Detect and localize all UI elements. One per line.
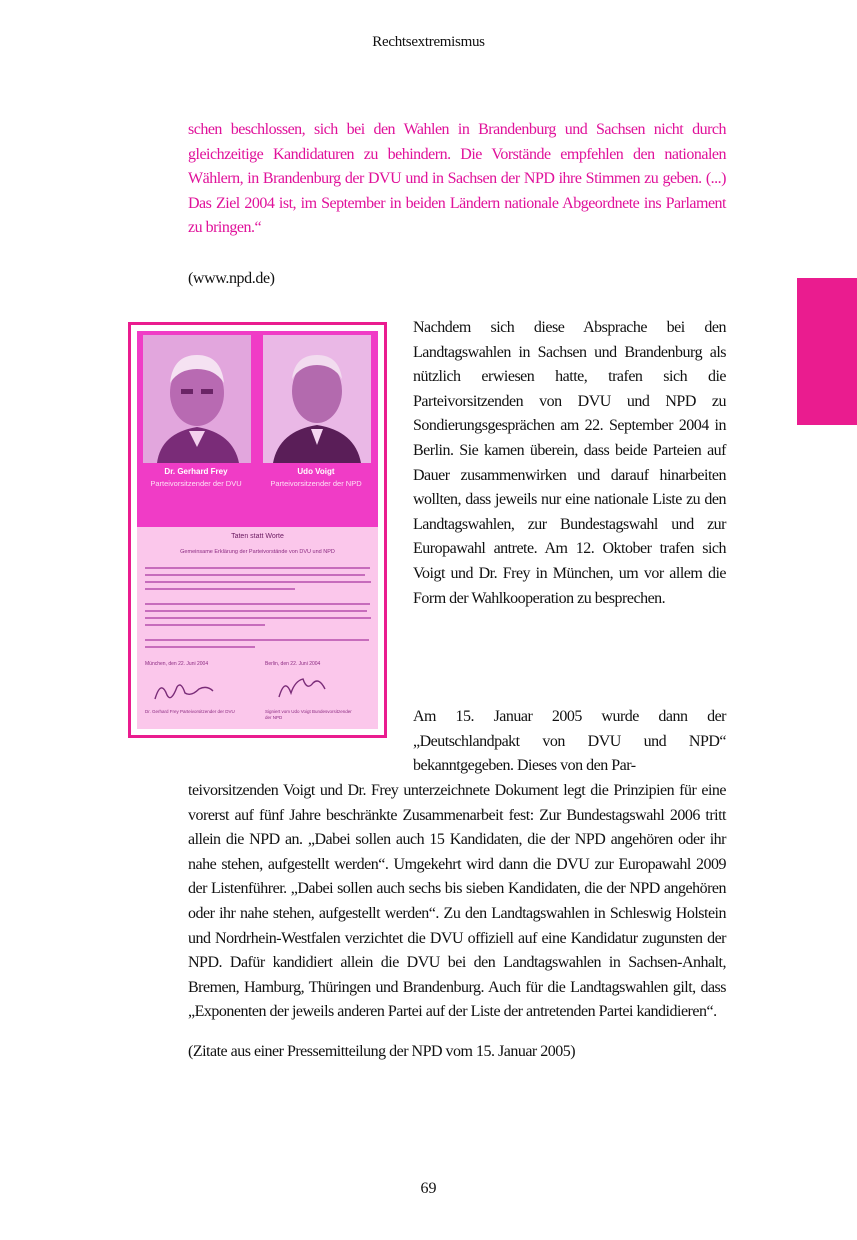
figure-doc-subtitle: Gemeinsame Erklärung der Parteivorstände von DVU und NPD [180,549,335,555]
signature-voigt [273,671,353,701]
signature-date-right: Berlin, den 22. Juni 2004 [265,661,321,667]
figure-text-line [145,574,365,576]
press-release-figure [128,322,387,738]
quote-source: (www.npd.de) [188,270,275,287]
body-paragraph-2-start: Am 15. Januar 2005 wurde dann der „Deutschlandpakt von DVU und NPD“ bekanntgegeben. Dieses von den Par- [413,708,726,775]
portrait-frey [143,335,251,463]
figure-text-line [145,624,265,626]
person-name-voigt: Udo Voigt [297,467,335,476]
signature-date-left: München, den 22. Juni 2004 [145,661,209,667]
figure-text-line [145,646,255,648]
figure-text-line [145,567,370,569]
portrait-voigt [263,335,371,463]
person-name-frey: Dr. Gerhard Frey [164,467,228,476]
quote-text: schen beschlossen, sich bei den Wahlen in Brandenburg und Sachsen nicht durch gleichzeitige Kandidaturen zu behindern. Die Vorstände empfehlen den nationalen Wählern, in Brandenburg der DVU und in Sachsen der NPD ihre Stimmen zu geben. (...) Das Ziel 2004 ist, im September in beiden Ländern nationale Abgeordnete ins Parlament zu bringen.“ [188,121,726,237]
chapter-tab-marker [797,278,857,425]
portrait-frey-image [143,335,251,463]
figure-photo-band [137,331,378,527]
portrait-voigt-image [263,335,371,463]
body-paragraph-1-text: Nachdem sich diese Absprache bei den Landtagswahlen in Sachsen und Brandenburg als nützlich erwiesen hatte, trafen sich die Parteivorsitzenden von DVU und NPD zu Sondierungsgesprächen am 22. September 2004 in Berlin. Sie kamen überein, dass beide Parteien auf Dauer zusammenwirken und darauf hinarbeiten wollten, dass jeweils nur eine nationale Liste zu den Landtagswahlen, zur Bundestagswahl und zur Europawahl antrete. Am 12. Oktober trafen sich Voigt und Dr. Frey in München, um vor allem die Form der Wahlkooperation zu besprechen. [413,319,726,607]
body-paragraph-1 [413,316,726,611]
figure-document [137,331,378,729]
figure-text-line [145,610,367,612]
figure-text-line [145,639,369,641]
body-paragraph-2-rest: teivorsitzenden Voigt und Dr. Frey unterzeichnete Dokument legt die Prinzipien für eine vorerst auf fünf Jahre beschränkte Zusammenarbeit fest: Zur Bundestagswahl 2006 tritt allein die NPD an. „Dabei sollen auch 15 Kandidaten, die der NPD angehören oder ihr nahe stehen, aufgestellt werden“. Umgekehrt wird dann die DVU zur Europawahl 2009 der Listenführer. „Dabei sollen auch sechs bis sieben Kandidaten, die der NPD angehören oder ihr nahe stehen, aufgestellt werden“. Zu den Landtagswahlen in Schleswig Holstein und Nordrhein-Westfalen verzichtet die DVU offiziell auf eine Kandidatur zugunsten der NPD. Dafür kandidiert allein die DVU bei den Landtagswahlen in Sachsen-Anhalt, Bremen, Hamburg, Thüringen und Brandenburg. Auch für die Landtagswahlen gilt, dass „Exponenten der jeweils anderen Partei auf der Liste der antretenden Partei kandidieren“. [188,782,726,1021]
person-role-voigt: Parteivorsitzender der NPD [270,479,362,488]
figure-text-line [145,588,295,590]
page-number: 69 [420,1180,437,1197]
figure-doc-title: Taten statt Worte [231,533,284,540]
running-header: Rechtsextremismus [372,34,485,50]
signatory-left: Dr. Gerhard Frey Parteivorsitzender der DVU [145,709,235,714]
figure-text-line [145,581,371,583]
figure-text-line [145,617,371,619]
figure-text-line [145,603,370,605]
signatory-right: Signiert vom Udo Voigt Bundesvorsitzender der NPD [265,709,352,720]
person-role-frey: Parteivorsitzender der DVU [150,479,242,488]
signature-frey [151,675,231,705]
body-citation: (Zitate aus einer Pressemitteilung der NPD vom 15. Januar 2005) [188,1043,576,1060]
